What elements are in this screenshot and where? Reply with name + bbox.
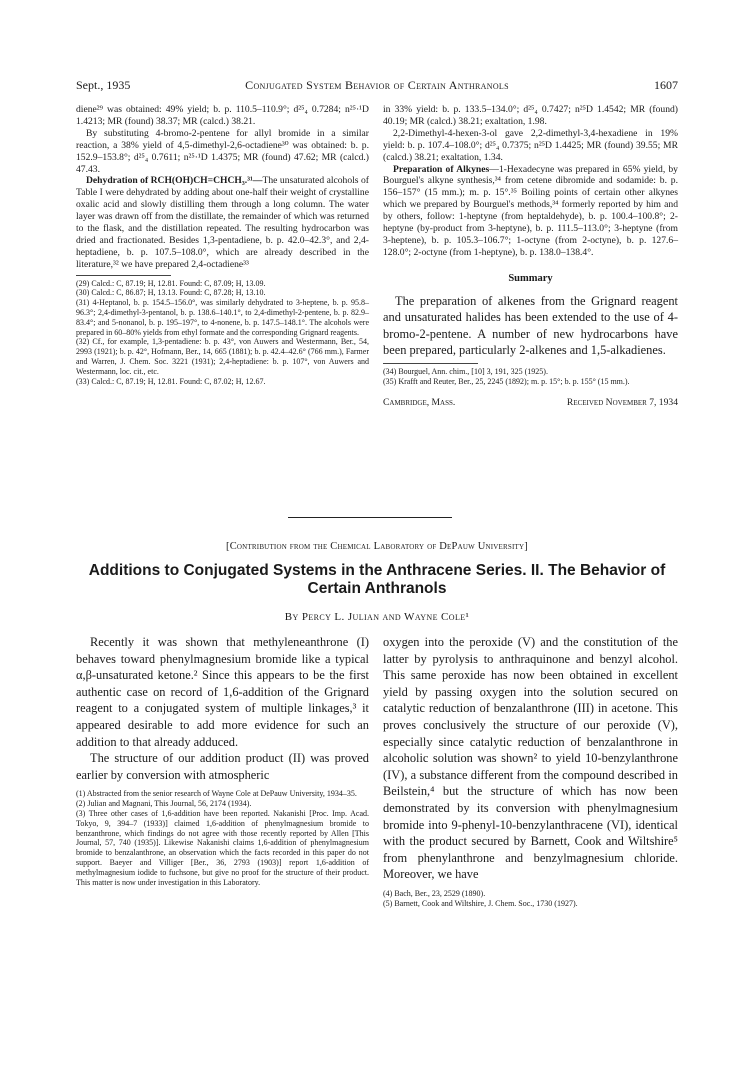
place: Cambridge, Mass. [383,396,456,408]
article-left-column [76,634,369,887]
footnotes [383,889,678,909]
header-page-number: 1607 [654,78,678,92]
footnote: (3) Three other cases of 1,6-addition have been reported. Nakanishi [Proc. Imp. Acad. Tokyo, 9, 394–7 (1933)] claimed 1,6-addition of phenylmagnesium bromide to benzanthrone, which findings do not agree with those recently reported by Allen [This Journal, 57, 740 (1935)]. Likewise Nakanishi claims 1,6-addition of phenylmagnesium bromide to benzalanthrone, an observation which the facts recorded in this paper do not support. Baeyer and Villiger [Ber., 36, 2793 (1903)] report 1,6-addition of methylmagnesium iodide to fuchsone, but give no proof for the structure of their product. This matter is now under investigation in this Laboratory. [76,808,369,887]
footnote: (4) Bach, Ber., 23, 2529 (1890). [383,888,486,898]
section-run-in-heading: Dehydration of RCH(OH)CH=CHCH₃.³¹— [86,175,263,187]
top-right-column [383,104,678,411]
paragraph: By substituting 4-bromo-2-pentene for allyl bromide in a similar reaction, a 38% yield of 4,5-dimethyl-2,6-octadiene³⁰ was obtained: b. p. 152.9–153.8°; d²⁵₄ 0.7611; n²⁵·¹D 1.4375; MR (found) 47.62; MR (calcd.) 47.43. [76,127,369,175]
article-title [76,562,678,598]
authors: By Percy L. Julian and Wayne Cole¹ [284,611,470,623]
paragraph-body: —1-Hexadecyne was prepared in 65% yield, by Bourguel's alkyne synthesis,³⁴ from cetene dibromide and sodamide: b. p. 156–157° (15 mm.); m. p. 15°.³⁵ Boiling points of certain other alkynes which we prepared by Bourguel's methods,³⁴ formerly reported by him and by others, follow: 1-heptyne (from heptaldehyde), b. p. 100.4–100.8°; 2-heptyne (by-product from 3-heptyne), b. p. 111.5–113.0°; 3-heptyne (from 3-heptene), b. p. 105.3–106.7°; 1-octyne (from 2-octyne), b. p. 127.6–128.0°; 2-octyne (from 1-heptyne), b. p. 138.0–138.4°. [383,163,678,258]
footnote: (31) 4-Heptanol, b. p. 154.5–156.0°, was similarly dehydrated to 3-heptene, b. p. 95.8–96.3°; 2,4-dimethyl-3-pentanol, b. p. 138.6–140.1°, to 2,4-dimethyl-2-pentene, b. p. 82.9–83.4°; and 5-nonanol, b. p. 195–197°, to 4-nonene, b. p. 147.5–148.1°. The alcohols were prepared in 60–80% yields from ethyl formate and the corresponding Grignard reagents. [76,298,369,337]
signature-line [383,397,678,411]
received-date: Received November 7, 1934 [566,396,678,408]
header-running-title: Conjugated System Behavior of Certain Anthranols [245,78,509,92]
paragraph: Recently it was shown that methyleneanthrone (I) behaves toward phenylmagnesium bromide like a typical α,β-unsaturated ketone.² Since this appears to be the first authentic case on record of 1,6-addition of the Grignard reagent to a conjugated system of multiple linkages,³ it appeared desirable to add more evidence for such an addition to that already adduced. [76,635,369,749]
running-header [76,78,678,94]
footnote: (1) Abstracted from the senior research of Wayne Cole at DePauw University, 1934–35. [76,789,357,799]
footnote: (29) Calcd.: C, 87.19; H, 12.81. Found: C, 87.09; H, 13.09. [76,278,266,288]
footnote: (33) Calcd.: C, 87.19; H, 12.81. Found: C, 87.02; H, 12.67. [76,376,266,386]
article-divider [288,517,452,518]
paragraph: diene²⁹ was obtained: 49% yield; b. p. 110.5–110.9°; d²⁵₄ 0.7284; n²⁵·¹D 1.4213; MR (found) 38.37; MR (calcd.) 38.21. [76,104,369,127]
summary-heading: Summary [508,272,553,284]
footnote: (34) Bourguel, Ann. chim., [10] 3, 191, 325 (1925). [383,367,548,377]
footnote: (35) Krafft and Reuter, Ber., 25, 2245 (1892); m. p. 15°; b. p. 155° (15 mm.). [383,376,630,386]
footnote: (30) Calcd.: C, 86.87; H, 13.13. Found: C, 87.28; H, 13.10. [76,288,266,298]
title-line: Additions to Conjugated Systems in the Anthracene Series. II. The Behavior of [88,562,666,579]
footnote-rule [76,275,171,276]
section-run-in-heading: Preparation of Alkynes [393,163,490,175]
title-line: Certain Anthranols [307,580,447,597]
footnote: (32) Cf., for example, 1,3-pentadiene: b. p. 43°, von Auwers and Westermann, Ber., 54, 2993 (1921); b. p. 42°, Hofmann, Ber., 14, 665 (1881); b. p. 42.4–42.6° (766 mm.), Farmer and Warren, J. Chem. Soc. 3221 (1931); 2,4-heptadiene: b. p. 107°, von Auwers and Westermann, loc. cit., etc. [76,337,369,376]
footnote-rule [383,363,478,364]
footnote: (5) Barnett, Cook and Wiltshire, J. Chem. Soc., 1730 (1927). [383,898,578,908]
paragraph: The structure of our addition product (II) was proved earlier by conversion with atmospheric [76,751,369,782]
summary-text: The preparation of alkenes from the Grignard reagent and unsaturated halides has been extended to the use of 4-bromo-2-pentene. A number of new hydrocarbons have been prepared, particularly 2-alkenes and 1,5-alkadienes. [383,293,678,358]
paragraph [76,175,369,270]
paragraph-body: The unsaturated alcohols of Table I were dehydrated by adding about one-half their weight of crystalline oxalic acid and slowly distilling them through a long column. The water layer was drawn off from the distillate, the remainder of which was returned to the flask, and the distillation repeated. The resulting hydrocarbon was dried and fractionated. Besides 1,3-pentadiene, b. p. 42.0–42.3°, and 2,4-heptadiene, b. p. 107.5–108.0°, which are already described in the literature,³² we have prepared 2,4-octadiene³³ [76,175,369,270]
article-right-column [383,634,678,909]
paragraph [383,164,678,259]
paragraph: oxygen into the peroxide (V) and the constitution of the latter by pyrolysis to anthraquinone and benzyl alcohol. This same peroxide has now been obtained in excellent yield by passing oxygen into the solution secured on catalytic reduction of benzalanthrone (III) in acetone. This proves conclusively the structure of our peroxide (V), especially since catalytic reduction of benzalanthrone in alcoholic solution was shown² to yield 10-benzylanthrone (IV), a substance different from the compound described in Beilstein,⁴ but the structure of which has now been demonstrated by its conversion with phenylmagnesium bromide into 9-phenyl-10-benzylanthracene (VI), identical with the product secured by Barnett, Cook and Wiltshire⁵ from phenylanthrone and benzylmagnesium chloride. Moreover, we have [383,635,678,882]
footnotes [76,789,369,887]
paragraph: in 33% yield: b. p. 133.5–134.0°; d²⁵₄ 0.7427; n²⁵D 1.4542; MR (found) 40.19; MR (calcd.) 38.21; exaltation, 1.98. [383,104,678,127]
footnote: (2) Julian and Magnani, This Journal, 56, 2174 (1934). [76,799,252,809]
header-date: Sept., 1935 [76,78,131,92]
contribution-line: [Contribution from the Chemical Laboratory of DePauw University] [226,541,528,552]
paragraph: 2,2-Dimethyl-4-hexen-3-ol gave 2,2-dimethyl-3,4-hexadiene in 19% yield: b. p. 107.4–108.0°; d²⁵₄ 0.7375; n²⁵D 1.4425; MR (found) 39.55; MR (calcd.) 38.21; exaltation, 1.34. [383,127,678,163]
top-left-column [76,104,369,386]
